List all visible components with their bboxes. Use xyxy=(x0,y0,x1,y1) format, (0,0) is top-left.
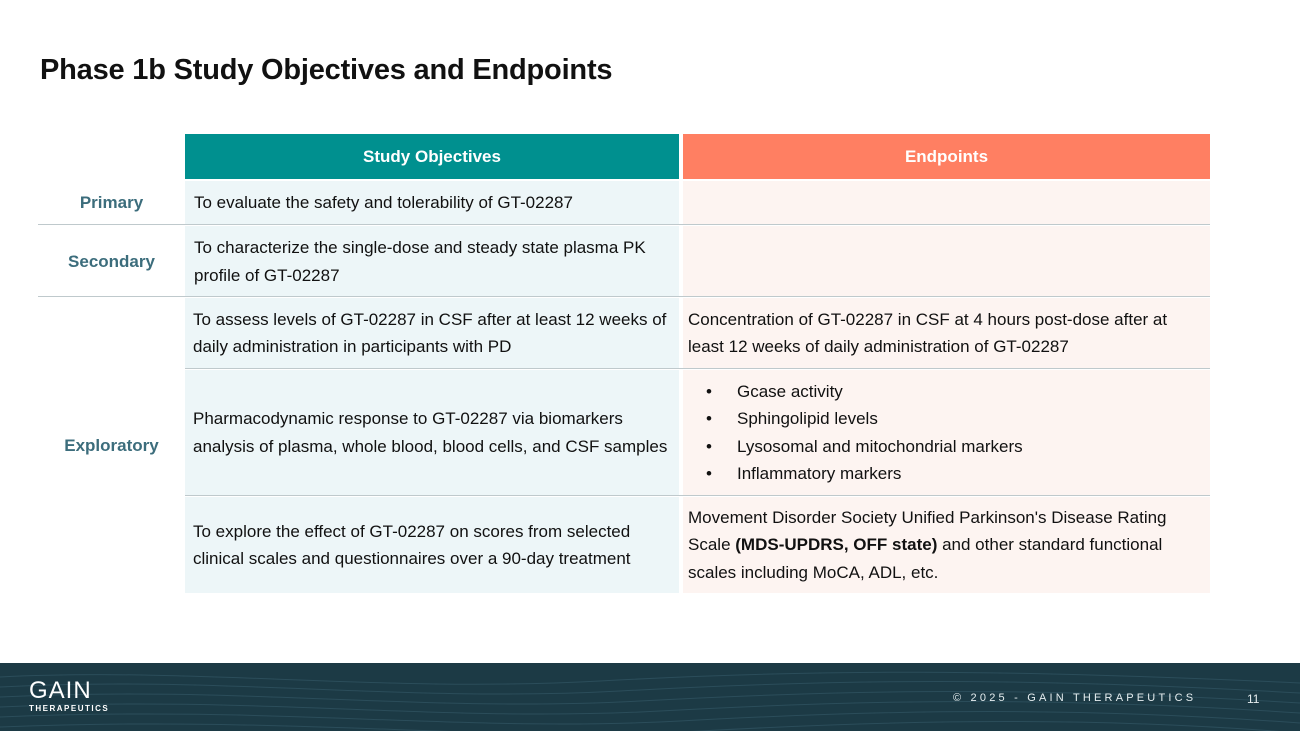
table-row-endpoint xyxy=(683,181,1210,224)
row-divider xyxy=(38,296,1210,297)
list-item: • Lysosomal and mitochondrial markers xyxy=(702,433,1023,461)
header-study-objectives: Study Objectives xyxy=(185,134,679,179)
objective-text: To assess levels of GT-02287 in CSF after at least 12 weeks of daily administration in participants with PD xyxy=(193,309,667,356)
table-row-endpoint xyxy=(683,370,1210,495)
endpoint-text-bold: (MDS-UPDRS, OFF state) xyxy=(735,535,938,555)
row-label-exploratory: Exploratory xyxy=(64,435,159,455)
header-endpoints: Endpoints xyxy=(683,134,1210,179)
list-item: • Sphingolipid levels xyxy=(702,405,1023,433)
company-logo xyxy=(29,678,109,714)
endpoint-text-start: Movement Disorder Society Unified Parkinson's Disease Rating Scale xyxy=(688,507,1167,555)
table-row-objective xyxy=(185,298,679,368)
objective-text: To explore the effect of GT-02287 on scores from selected clinical scales and questionnaires over a 90-day treatment xyxy=(193,521,631,568)
copyright-text: © 2025 - GAIN THERAPEUTICS xyxy=(953,692,1197,704)
endpoint-text xyxy=(688,504,1205,587)
row-divider xyxy=(185,368,1210,369)
table-row-objective xyxy=(185,226,679,297)
table-row-objective xyxy=(185,370,679,495)
row-label-secondary: Secondary xyxy=(68,251,155,271)
row-divider xyxy=(185,495,1210,496)
endpoint-text-end: and other standard functional scales including MoCA, ADL, etc. xyxy=(688,535,1163,582)
row-divider xyxy=(38,224,1210,225)
list-item: • Gcase activity xyxy=(702,378,1023,406)
endpoint-text: Concentration of GT-02287 in CSF at 4 hours post-dose after at least 12 weeks of daily administration of GT-02287 xyxy=(688,309,1168,356)
table-row-endpoint xyxy=(683,298,1210,368)
objective-text: To characterize the single-dose and steady state plasma PK profile of GT-02287 xyxy=(194,238,646,285)
row-label-primary: Primary xyxy=(79,192,144,212)
objective-text: To evaluate the safety and tolerability of GT-02287 xyxy=(194,192,573,212)
logo-wordmark: GAIN xyxy=(29,677,92,704)
endpoint-bullet-list xyxy=(688,378,1023,488)
table-row-endpoint xyxy=(683,226,1210,297)
logo-subtext: THERAPEUTICS xyxy=(29,704,110,713)
table-row-objective xyxy=(185,181,679,224)
table-row-endpoint xyxy=(683,497,1210,593)
objective-text: Pharmacodynamic response to GT-02287 via biomarkers analysis of plasma, whole blood, blood cells, and CSF samples xyxy=(193,409,668,456)
page-number: 11 xyxy=(1247,692,1260,706)
list-item: • Inflammatory markers xyxy=(702,460,1023,488)
table-row-objective xyxy=(185,497,679,593)
page-title: Phase 1b Study Objectives and Endpoints xyxy=(40,54,613,86)
